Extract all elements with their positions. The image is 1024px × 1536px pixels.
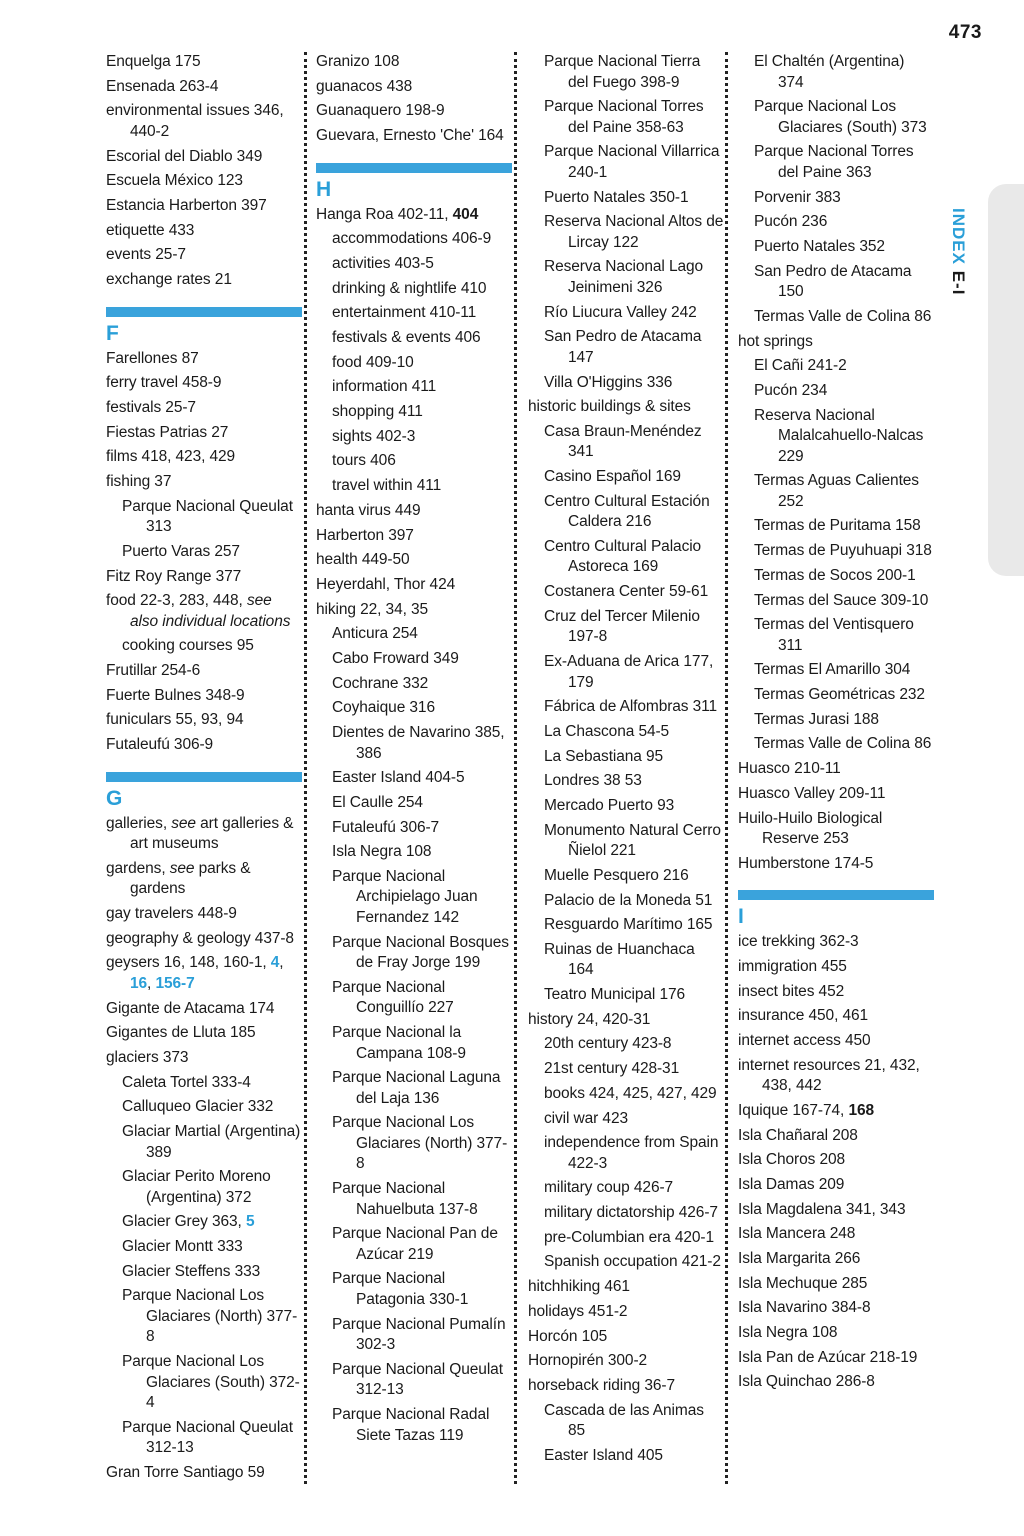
index-subentry: Cruz del Tercer Milenio 197-8 xyxy=(544,607,700,646)
index-subentry: Centro Cultural Estación Caldera 216 xyxy=(544,492,710,531)
index-entry: Isla Mechuque 285 xyxy=(738,1274,868,1292)
index-subentry: books 424, 425, 427, 429 xyxy=(544,1084,717,1102)
index-subentry: Mercado Puerto 93 xyxy=(544,796,675,814)
index-subentry: accommodations 406-9 xyxy=(332,230,492,248)
index-subentry: Termas del Ventisquero 311 xyxy=(754,616,914,654)
entry-text: Glacier Grey 363, xyxy=(122,1213,246,1231)
index-subentry: La Sebastiana 95 xyxy=(544,747,664,765)
index-subentry: Parque Nacional Torres del Paine 363 xyxy=(754,143,914,181)
index-subentry: Puerto Natales 350-1 xyxy=(544,188,689,206)
index-subentry: Spanish occupation 421-2 xyxy=(544,1253,721,1271)
index-entry: insect bites 452 xyxy=(738,982,845,1000)
entry-text: see also xyxy=(130,592,272,630)
index-subentry: Glacier Montt 333 xyxy=(122,1238,243,1256)
index-entry: Estancia Harberton 397 xyxy=(106,196,267,214)
index-entry: internet resources 21, 432, 438, 442 xyxy=(738,1056,920,1095)
index-subentry: Costanera Center 59-61 xyxy=(544,583,709,601)
letter-range: E-I xyxy=(949,270,968,296)
index-entry: Isla Pan de Azúcar 218-19 xyxy=(738,1348,918,1366)
index-column-1 xyxy=(106,52,302,1488)
index-entry: Ensenada 263-4 xyxy=(106,77,219,95)
index-subentry: Puerto Varas 257 xyxy=(122,542,240,560)
section-bar xyxy=(106,772,302,782)
section-letter: I xyxy=(738,905,744,929)
index-subentry: Parque Nacional Tierra del Fuego 398-9 xyxy=(544,53,701,91)
index-entry: Huasco Valley 209-11 xyxy=(738,784,886,802)
index-entry: festivals 25-7 xyxy=(106,398,196,416)
index-entry: Fitz Roy Range 377 xyxy=(106,567,242,585)
index-subentry: Parque Nacional Nahuelbuta 137-8 xyxy=(332,1180,478,1218)
section-letter: H xyxy=(316,177,332,201)
index-entry xyxy=(106,814,302,855)
index-side-tab xyxy=(988,184,1024,576)
index-entry: Gigante de Atacama 174 xyxy=(106,999,275,1017)
entry-text: Hanga Roa 402-11, xyxy=(316,205,453,223)
index-subentry: Parque Nacional Villarrica 240-1 xyxy=(544,143,720,181)
page-number: 473 xyxy=(948,22,982,43)
index-subentry: shopping 411 xyxy=(332,403,423,421)
index-entry: Isla Quinchao 286-8 xyxy=(738,1373,875,1391)
index-subentry: food 409-10 xyxy=(332,353,414,371)
index-entry: ice trekking 362-3 xyxy=(738,933,859,951)
section-bar xyxy=(106,307,302,317)
entry-text: 4 xyxy=(270,954,280,972)
index-subentry: Monumento Natural Cerro Ñielol 221 xyxy=(544,821,721,860)
index-entry: ferry travel 458-9 xyxy=(106,374,222,392)
index-entry: insurance 450, 461 xyxy=(738,1007,869,1025)
index-entry: Isla Magdalena 341, 343 xyxy=(738,1200,906,1218)
index-entry: holidays 451-2 xyxy=(528,1302,628,1320)
entry-text: art galleries & art museums xyxy=(130,814,294,853)
index-subentry: Glaciar Perito Moreno (Argentina) 372 xyxy=(122,1168,271,1206)
index-subentry: Parque Nacional Archipielago Juan Fernandez 142 xyxy=(332,867,478,926)
index-entry: Frutillar 254-6 xyxy=(106,662,201,680)
index-subentry: El Caulle 254 xyxy=(332,793,423,811)
index-subentry: information 411 xyxy=(332,378,437,396)
index-subentry: Parque Nacional Conguillío 227 xyxy=(332,978,454,1017)
index-entry: Isla Choros 208 xyxy=(738,1151,846,1169)
entry-text: 404 xyxy=(452,205,479,223)
index-entry: gay travelers 448-9 xyxy=(106,905,237,922)
index-subentry: pre-Columbian era 420-1 xyxy=(544,1228,715,1246)
entry-text: individual locations xyxy=(158,612,291,630)
index-subentry: Parque Nacional Torres del Paine 358-63 xyxy=(544,98,704,136)
index-subentry: Termas de Puritama 158 xyxy=(754,517,921,535)
entry-text: geysers 16, 148, 160-1, xyxy=(106,954,271,972)
index-subentry: Glaciar Martial (Argentina) 389 xyxy=(122,1123,301,1161)
index-subentry: San Pedro de Atacama 147 xyxy=(544,328,702,366)
index-subentry: cooking courses 95 xyxy=(122,637,254,655)
entry-text: see xyxy=(171,814,196,832)
index-entry: Horcón 105 xyxy=(528,1327,608,1345)
index-entry: Isla Navarino 384-8 xyxy=(738,1299,871,1317)
section-bar xyxy=(316,163,512,173)
index-subentry: Parque Nacional Pumalín 302-3 xyxy=(332,1315,506,1354)
index-subentry: Parque Nacional la Campana 108-9 xyxy=(332,1024,466,1062)
index-entry: exchange rates 21 xyxy=(106,271,232,288)
index-entry: Humberstone 174-5 xyxy=(738,854,874,872)
index-entry: hitchhiking 461 xyxy=(528,1278,630,1296)
section-letter: G xyxy=(106,786,123,810)
index-subentry: Termas Aguas Calientes 252 xyxy=(754,472,919,510)
index-entry: hot springs xyxy=(738,332,813,350)
index-entry: films 418, 423, 429 xyxy=(106,448,236,466)
index-subentry: Casino Español 169 xyxy=(544,468,681,486)
index-entry: guanacos 438 xyxy=(316,77,413,95)
index-entry: geography & geology 437-8 xyxy=(106,929,294,947)
index-entry: glaciers 373 xyxy=(106,1048,189,1066)
index-subentry: Parque Nacional Los Glaciares (South) 372-4 xyxy=(122,1353,300,1412)
column-separator xyxy=(514,52,517,1484)
index-entry: hanta virus 449 xyxy=(316,501,421,519)
index-subentry: Parque Nacional Los Glaciares (North) 377-8 xyxy=(332,1114,508,1173)
index-subentry: Parque Nacional Los Glaciares (North) 377-8 xyxy=(122,1287,298,1346)
index-subentry: Parque Nacional Los Glaciares (South) 373 xyxy=(754,98,927,136)
index-label: INDEX xyxy=(949,208,968,265)
index-subentry: Easter Island 405 xyxy=(544,1446,663,1464)
index-subentry: Parque Nacional Bosques de Fray Jorge 199 xyxy=(332,933,509,972)
index-entry: Isla Mancera 248 xyxy=(738,1225,856,1243)
index-entry: Fuerte Bulnes 348-9 xyxy=(106,686,245,704)
index-subentry: El Chaltén (Argentina) 374 xyxy=(754,53,905,91)
index-subentry: Casa Braun-Menéndez 341 xyxy=(544,422,702,461)
index-entry: events 25-7 xyxy=(106,246,186,264)
entry-text: gardens, xyxy=(106,859,170,877)
entry-text: 5 xyxy=(245,1213,255,1231)
section-header xyxy=(738,890,934,930)
index-subentry: Termas Valle de Colina 86 xyxy=(754,735,932,753)
index-entry xyxy=(106,953,302,994)
index-entry: Gran Torre Santiago 59 xyxy=(106,1464,265,1481)
index-subentry: independence from Spain 422-3 xyxy=(544,1134,719,1172)
index-subentry: Parque Nacional Pan de Azúcar 219 xyxy=(332,1225,498,1263)
index-subentry: Anticura 254 xyxy=(332,625,418,643)
entry-text: 156-7 xyxy=(155,974,195,992)
index-entry: internet access 450 xyxy=(738,1031,871,1049)
index-subentry: Teatro Municipal 176 xyxy=(544,986,686,1004)
index-entry: Isla Negra 108 xyxy=(738,1324,838,1341)
index-subentry: Muelle Pesquero 216 xyxy=(544,866,689,884)
index-subentry: 21st century 428-31 xyxy=(544,1060,680,1078)
entry-text: see xyxy=(169,859,195,877)
entry-text: parks & gardens xyxy=(130,859,251,898)
index-subentry: travel within 411 xyxy=(332,477,442,495)
index-subentry: Isla Negra 108 xyxy=(332,843,432,861)
index-entry xyxy=(738,1101,934,1122)
index-subentry: Cabo Froward 349 xyxy=(332,649,459,667)
entry-text: , xyxy=(279,954,284,972)
index-subentry: Parque Nacional Radal Siete Tazas 119 xyxy=(332,1406,490,1444)
index-subentry: Cochrane 332 xyxy=(332,674,429,692)
index-entry: Guevara, Ernesto 'Che' 164 xyxy=(316,127,504,145)
index-entry: Huasco 210-11 xyxy=(738,760,841,778)
index-entry xyxy=(316,205,512,226)
index-subentry: Fábrica de Alfombras 311 xyxy=(544,698,718,716)
index-subentry: Londres 38 53 xyxy=(544,772,642,790)
index-subentry: Parque Nacional Laguna del Laja 136 xyxy=(332,1069,501,1107)
entry-text: 16 xyxy=(130,974,148,992)
index-subentry: El Cañi 241-2 xyxy=(754,357,847,375)
index-subentry: Easter Island 404-5 xyxy=(332,769,465,787)
section-bar xyxy=(738,890,934,900)
index-subentry: La Chascona 54-5 xyxy=(544,722,670,740)
index-entry: historic buildings & sites xyxy=(528,398,691,416)
index-entry: Gigantes de Lluta 185 xyxy=(106,1024,256,1042)
index-subentry: Termas El Amarillo 304 xyxy=(754,661,911,679)
index-entry: fishing 37 xyxy=(106,472,172,490)
section-label xyxy=(948,208,968,295)
index-column-2 xyxy=(316,52,512,1450)
index-subentry: Ex-Aduana de Arica 177, 179 xyxy=(544,653,714,691)
index-subentry: drinking & nightlife 410 xyxy=(332,279,487,297)
index-subentry: Centro Cultural Palacio Astoreca 169 xyxy=(544,537,702,576)
index-entry xyxy=(106,859,302,900)
index-subentry xyxy=(106,1212,302,1233)
index-entry: Farellones 87 xyxy=(106,349,199,367)
index-subentry: Futaleufú 306-7 xyxy=(332,818,440,836)
index-subentry: Pucón 236 xyxy=(754,213,828,231)
index-entry: environmental issues 346, 440-2 xyxy=(106,102,284,140)
index-entry: etiquette 433 xyxy=(106,221,195,239)
index-entry: Hornopirén 300-2 xyxy=(528,1352,648,1370)
index-entry: Enquelga 175 xyxy=(106,53,201,70)
index-subentry: military dictatorship 426-7 xyxy=(544,1204,718,1222)
index-subentry: Pucón 234 xyxy=(754,381,828,399)
index-subentry: Reserva Nacional Malalcahuello-Nalcas 229 xyxy=(754,406,924,465)
index-entry: health 449-50 xyxy=(316,551,410,569)
index-subentry: Palacio de la Moneda 51 xyxy=(544,891,713,909)
index-entry: Isla Margarita 266 xyxy=(738,1249,861,1267)
index-entry: horseback riding 36-7 xyxy=(528,1376,675,1394)
index-subentry: Termas Valle de Colina 86 xyxy=(754,307,932,325)
index-subentry: sights 402-3 xyxy=(332,427,416,445)
index-entry: Harberton 397 xyxy=(316,526,414,544)
index-entry: immigration 455 xyxy=(738,957,847,975)
index-entry: Granizo 108 xyxy=(316,53,400,70)
section-header xyxy=(106,772,302,812)
index-subentry: activities 403-5 xyxy=(332,254,434,272)
index-entry xyxy=(106,591,302,632)
index-subentry: 20th century 423-8 xyxy=(544,1035,672,1053)
index-subentry: Porvenir 383 xyxy=(754,188,841,206)
index-subentry: Calluqueo Glacier 332 xyxy=(122,1098,274,1116)
index-entry: Escorial del Diablo 349 xyxy=(106,147,263,165)
index-entry: Guanaquero 198-9 xyxy=(316,102,445,120)
index-entry: Heyerdahl, Thor 424 xyxy=(316,575,456,593)
entry-text: galleries, xyxy=(106,814,172,832)
index-subentry: Reserva Nacional Altos de Lircay 122 xyxy=(544,213,724,251)
index-subentry: tours 406 xyxy=(332,452,396,470)
index-subentry: civil war 423 xyxy=(544,1109,628,1127)
index-entry: Fiestas Patrias 27 xyxy=(106,423,229,441)
index-subentry: entertainment 410-11 xyxy=(332,304,477,322)
index-subentry: festivals & events 406 xyxy=(332,329,481,346)
section-header xyxy=(106,307,302,347)
index-subentry: military coup 426-7 xyxy=(544,1179,674,1197)
index-column-3 xyxy=(528,52,724,1470)
index-subentry: Coyhaique 316 xyxy=(332,699,435,717)
index-subentry: Caleta Tortel 333-4 xyxy=(122,1073,251,1091)
index-entry: funiculars 55, 93, 94 xyxy=(106,711,244,729)
index-subentry: Parque Nacional Patagonia 330-1 xyxy=(332,1270,469,1308)
index-entry: Isla Chañaral 208 xyxy=(738,1126,858,1144)
index-subentry: Termas Jurasi 188 xyxy=(754,710,879,728)
index-subentry: Dientes de Navarino 385, 386 xyxy=(332,724,505,762)
index-entry: Isla Damas 209 xyxy=(738,1175,845,1193)
index-entry: history 24, 420-31 xyxy=(528,1010,651,1028)
index-subentry: Termas Geométricas 232 xyxy=(754,686,925,704)
index-subentry: Termas de Socos 200-1 xyxy=(754,566,916,584)
index-entry: hiking 22, 34, 35 xyxy=(316,600,429,618)
entry-text: food 22-3, 283, 448, xyxy=(106,592,247,610)
column-separator xyxy=(725,52,728,1484)
index-subentry: Reserva Nacional Lago Jeinimeni 326 xyxy=(544,258,704,296)
section-header xyxy=(316,163,512,203)
index-entry: Huilo-Huilo Biological Reserve 253 xyxy=(738,809,883,847)
index-subentry: Parque Nacional Queulat 312-13 xyxy=(122,1418,293,1457)
index-subentry: Ruinas de Huanchaca 164 xyxy=(544,940,695,979)
index-entry: Escuela México 123 xyxy=(106,172,243,190)
entry-text: , xyxy=(147,974,156,992)
entry-text: Iquique 167-74, xyxy=(738,1101,849,1119)
index-subentry: Cascada de las Animas 85 xyxy=(544,1401,704,1440)
index-subentry: Parque Nacional Queulat 313 xyxy=(122,497,293,536)
index-subentry: Resguardo Marítimo 165 xyxy=(544,916,713,934)
entry-text: 168 xyxy=(848,1101,874,1119)
index-subentry: Termas del Sauce 309-10 xyxy=(754,591,929,609)
index-subentry: Puerto Natales 352 xyxy=(754,237,885,255)
section-letter: F xyxy=(106,321,119,345)
column-separator xyxy=(304,52,307,1484)
index-entry: Futaleufú 306-9 xyxy=(106,736,214,754)
index-subentry: Glacier Steffens 333 xyxy=(122,1262,261,1280)
index-subentry: San Pedro de Atacama 150 xyxy=(754,262,912,301)
index-subentry: Termas de Puyuhuapi 318 xyxy=(754,542,932,560)
index-subentry: Villa O'Higgins 336 xyxy=(544,373,673,391)
index-column-4 xyxy=(738,52,934,1397)
index-subentry: Río Liucura Valley 242 xyxy=(544,303,697,321)
index-subentry: Parque Nacional Queulat 312-13 xyxy=(332,1360,503,1399)
